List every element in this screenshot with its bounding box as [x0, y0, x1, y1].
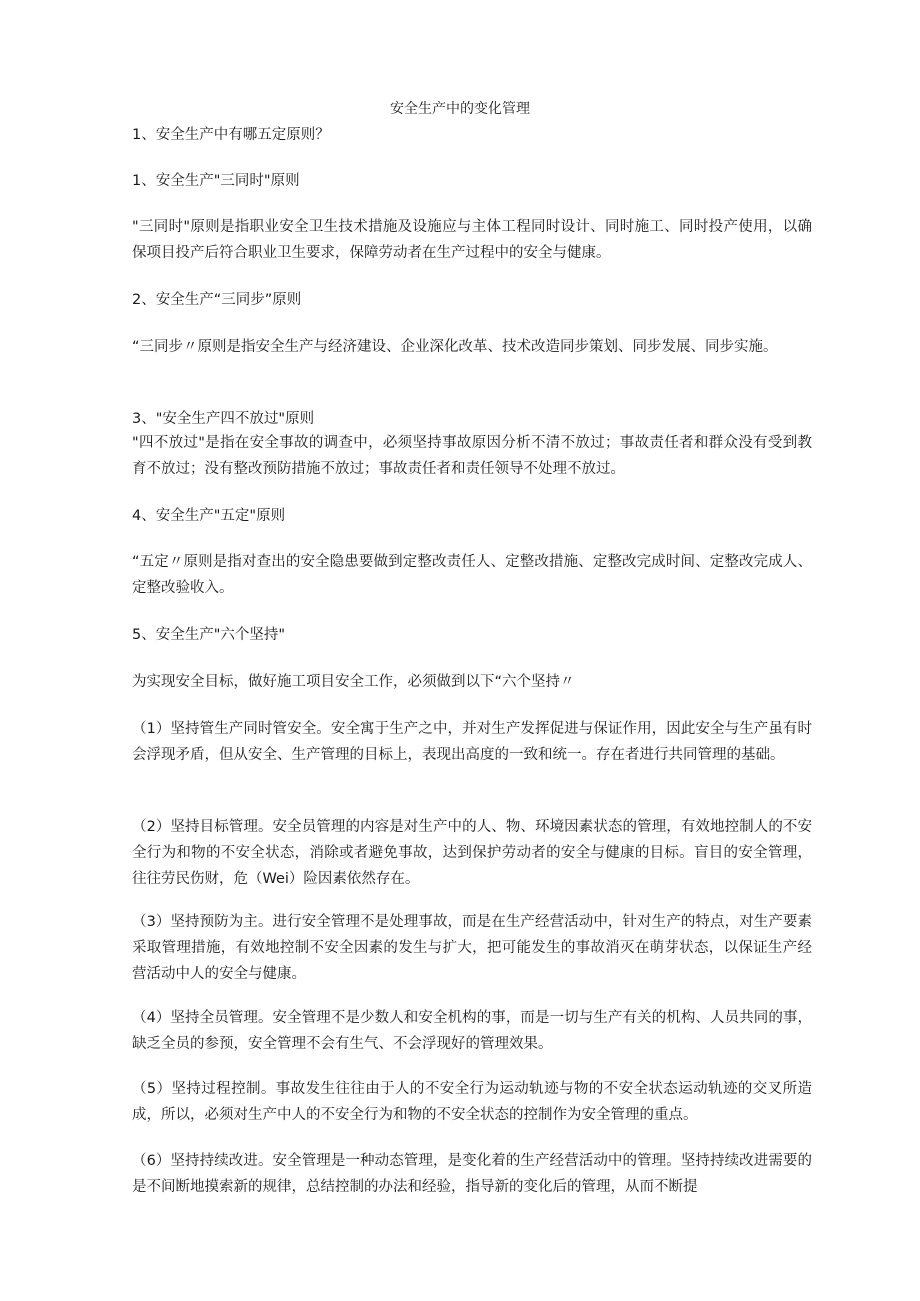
- section-2-body: “三同步〃原则是指安全生产与经济建设、企业深化改革、技术改造同步策划、同步发展、同步实施。: [132, 339, 778, 355]
- document-title: 安全生产中的变化管理: [390, 101, 530, 117]
- section-4-body: “五定〃原则是指对查出的安全隐患要做到定整改责任人、定整改措施、定整改完成时间、定整改完成人、定整改验收入。: [132, 554, 812, 596]
- item-1: （1）坚持管生产同时管安全。安全寓于生产之中，并对生产发挥促进与保证作用，因此安全与生产虽有时会浮现矛盾，但从安全、生产管理的目标上，表现出高度的一致和统一。存在者进行共同管理的基础。: [132, 721, 812, 763]
- item-3: （3）坚持预防为主。进行安全管理不是处理事故，而是在生产经营活动中，针对生产的特点，对生产要素采取管理措施，有效地控制不安全因素的发生与扩大，把可能发生的事故消灭在萌芽状态，以保证生产经营活动中人的安全与健康。: [132, 914, 812, 982]
- question-heading: 1、安全生产中有哪五定原则？: [132, 127, 330, 143]
- item-5: （5）坚持过程控制。事故发生往往由于人的不安全行为运动轨迹与物的不安全状态运动轨迹的交叉所造成，所以，必须对生产中人的不安全行为和物的不安全状态的控制作为安全管理的重点。: [132, 1081, 812, 1123]
- item-4: （4）坚持全员管理。安全管理不是少数人和安全机构的事，而是一切与生产有关的机构、人员共同的事，缺乏全员的参预，安全管理不会有生气、不会浮现好的管理效果。: [132, 1010, 812, 1052]
- section-3-heading: 3、"安全生产四不放过"原则: [132, 411, 315, 427]
- section-4-heading: 4、安全生产"五定"原则: [132, 508, 286, 524]
- section-5-heading: 5、安全生产"六个坚持": [132, 627, 286, 643]
- section-3-body: "四不放过"是指在安全事故的调查中，必须坚持事故原因分析不清不放过；事故责任者和群众没有受到教育不放过；没有整改预防措施不放过；事故责任者和责任领导不处理不放过。: [132, 435, 812, 477]
- section-1-body: "三同时"原则是指职业安全卫生技术措施及设施应与主体工程同时设计、同时施工、同时投产使用，以确保项目投产后符合职业卫生要求，保障劳动者在生产过程中的安全与健康。: [132, 219, 812, 261]
- item-6: （6）坚持持续改进。安全管理是一种动态管理，是变化着的生产经营活动中的管理。坚持持续改进需要的是不间断地摸索新的规律，总结控制的办法和经验，指导新的变化后的管理，从而不断提: [132, 1153, 812, 1195]
- section-5-body: 为实现安全目标，做好施工项目安全工作，必须做到以下“六个坚持〃: [132, 674, 575, 690]
- section-1-heading: 1、安全生产"三同时"原则: [132, 173, 300, 189]
- section-2-heading: 2、安全生产“三同步”原则: [132, 292, 302, 308]
- item-2: （2）坚持目标管理。安全员管理的内容是对生产中的人、物、环境因素状态的管理，有效地控制人的不安全行为和物的不安全状态，消除或者避免事故，达到保护劳动者的安全与健康的目标。盲目的安全管理，往往劳民伤财，危（Wei）险因素依然存在。: [132, 819, 812, 887]
